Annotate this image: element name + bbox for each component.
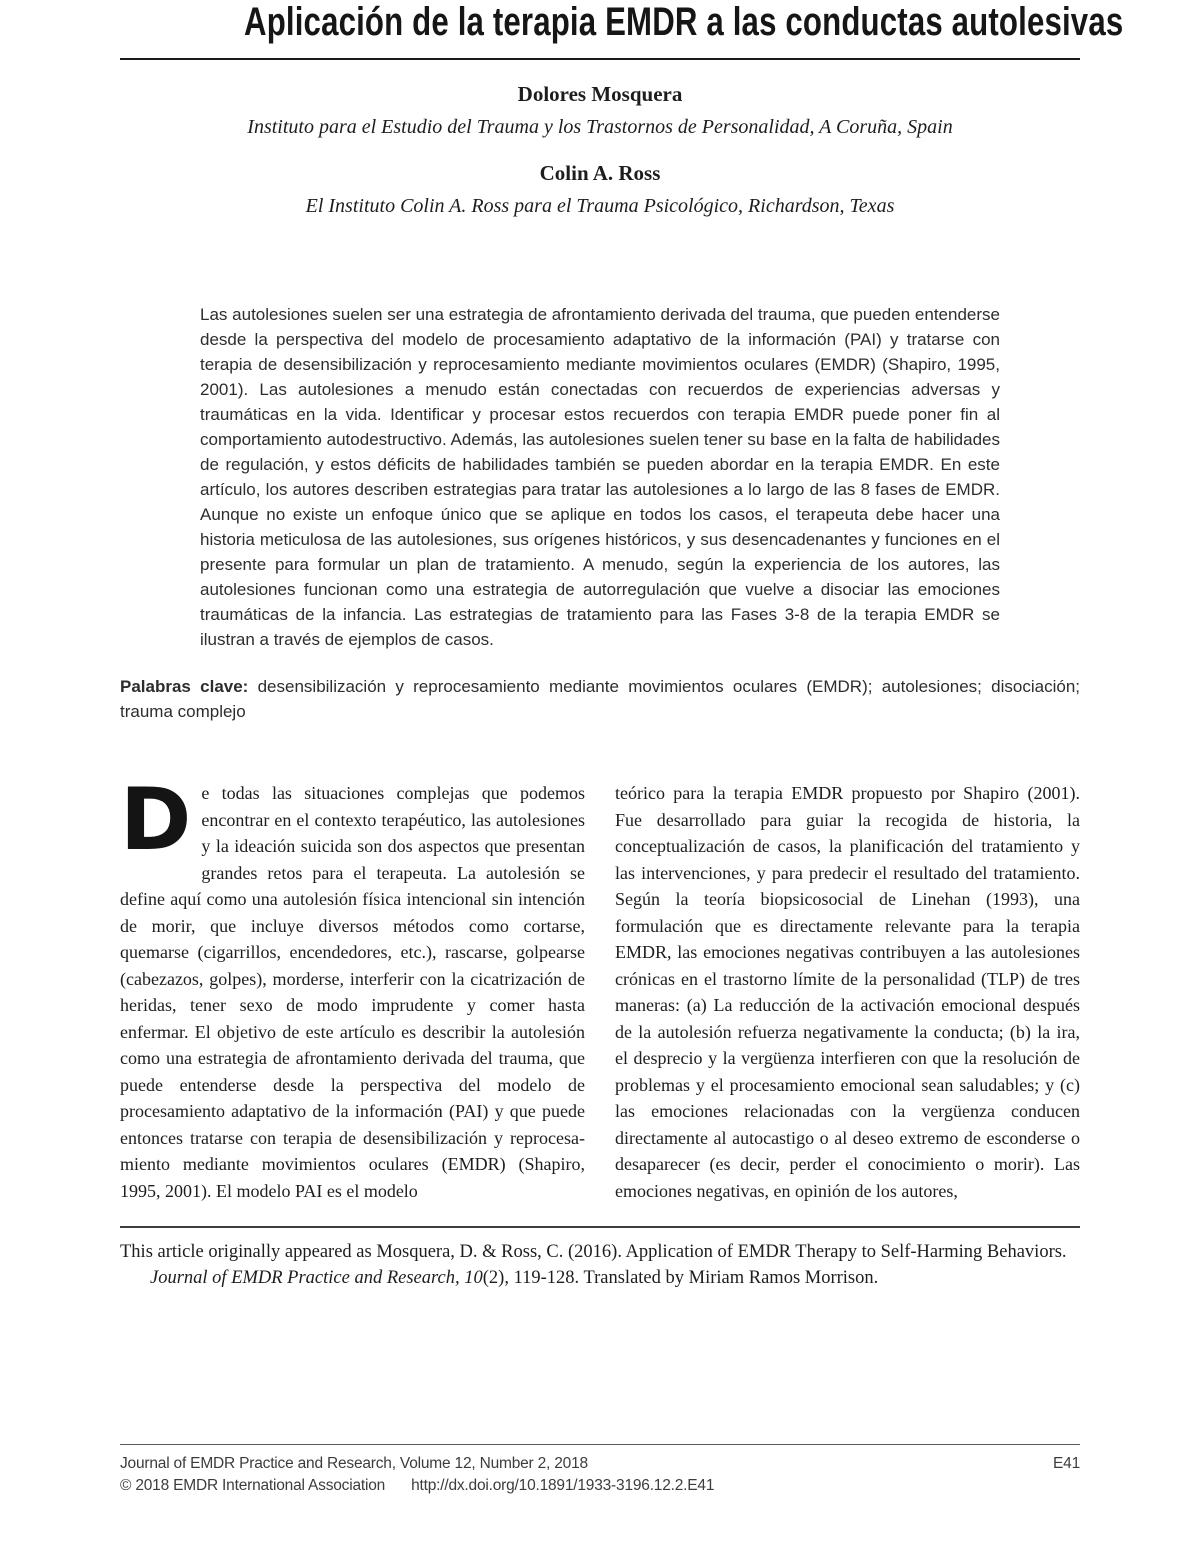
page-footer: [120, 1444, 1080, 1497]
title-divider: [120, 58, 1080, 60]
body-column-right: teórico para la terapia EMDR propuesto por Shapiro (2001). Fue desarrollado para guiar la recogida de historia, la conceptualización de casos, la planificación del tratamiento y las intervenciones, y para predecir el resultado del tratamiento. Según la teoría biopsicosocial de Linehan (1993), una formulación que es directamente relevante para la terapia EMDR, las emociones negativas contribuyen a las autolesiones crónicas en el trastorno límite de la personalidad (TLP) de tres maneras: (a) La reducción de la activación emocional después de la autolesión refuerza negativamente la conducta; (b) la ira, el desprecio y la vergüenza interfieren con que la resolución de problemas y el procesamiento emocional sean saludables; y (c) las emociones relacionadas con la vergüenza conducen directamente al autocastigo o al deseo extremo de esconderse o desaparecer (es decir, perder el conocimiento o morir). Las emociones negativas, en opinión de los autores,: [615, 783, 1080, 1201]
authors-block: [120, 82, 1080, 218]
footnote-text-end: (2), 119-128. Translated by Miriam Ramos Morrison.: [482, 1268, 879, 1288]
article-header: [120, 0, 1124, 218]
author-affiliation: Instituto para el Estudio del Trauma y los Trastornos de Personalidad, A Coruña, Spain: [247, 116, 953, 138]
keywords-paragraph: [120, 674, 1080, 724]
footer-journal-line: Journal of EMDR Practice and Research, Volume 12, Number 2, 2018: [120, 1455, 588, 1472]
footnote-text: This article originally appeared as Mosquera, D. & Ross, C. (2016). Application of EMDR Therapy to Self-Harming Behaviors.: [120, 1242, 1067, 1262]
footnote: [120, 1226, 1080, 1291]
keywords-text: desensibilización y reprocesamiento mediante movimientos oculares (EMDR); autolesiones; disociación; trauma complejo: [120, 677, 1080, 721]
abstract-paragraph: Las autolesiones suelen ser una estrategia de afrontamiento derivada del trauma, que pueden entenderse desde la perspectiva del modelo de procesamiento adaptativo de la información (PAI) y tratarse con terapia de desensibilización y reprocesamiento mediante movimientos oculares (EMDR) (Shapiro, 1995, 2001). Las autolesiones a menudo están conectadas con recuerdos de experiencias adversas y traumáticas en la vida. Identificar y procesar estos recuerdos con terapia EMDR puede poner fin al comportamiento autodestructivo. Además, las autolesiones suelen tener su base en la falta de habilidades de regulación, y estos déficits de habilidades también se pueden abordar en la terapia EMDR. En este artículo, los autores describen estrategias para tratar las autolesiones a lo largo de las 8 fases de EMDR. Aunque no existe un enfoque único que se aplique en todos los casos, el terapeuta debe hacer una historia meticulosa de las autolesiones, sus orígenes históricos, y sus desencadenantes y funciones en el presente para formular un plan de tratamiento. A menudo, según la experiencia de los autores, las autolesiones funcionan como una estrategia de autorregulación que vuelve a disociar las emociones traumáticas de la infancia. Las estrategias de tratamiento para las Fases 3-8 de la terapia EMDR se ilustran a través de ejemplos de casos.: [200, 305, 1000, 649]
body-column-left: [120, 770, 585, 1204]
author-affiliation: El Instituto Colin A. Ross para el Trauma Psicológico, Richardson, Texas: [305, 195, 895, 217]
footnote-journal-title: Journal of EMDR Practice and Research, 10: [150, 1268, 483, 1288]
author-name: Colin A. Ross: [539, 161, 661, 185]
body-columns: [120, 770, 1080, 1204]
page-title-text: Aplicación de la terapia EMDR a las conductas autolesivas: [244, 0, 1124, 44]
page-title: [120, 0, 1124, 45]
footer-journal-row: [120, 1453, 1080, 1475]
keywords-label: Palabras clave:: [120, 677, 249, 696]
page-number: E41: [1053, 1455, 1080, 1472]
footer-doi-link: http://dx.doi.org/10.1891/1933-3196.12.2.E41: [411, 1477, 715, 1494]
body-column-left-text: e todas las situaciones complejas que podemos encontrar en el contexto terapéutico, las autolesiones y la ideación suicida son dos aspectos que presentan grandes retos para el terapeuta. La autolesión se define aquí como una autolesión física intencional sin intención de morir, que incluye diversos métodos como cortarse, quemarse (cigarrillos, encendedores, etc.), rascarse, golpearse (cabezazos, golpes), morderse, interferir con la cicatrización de heridas, tener sexo de modo imprudente y comer hasta enfermar. El objetivo de este artículo es describir la autolesión como una estrategia de afrontamiento derivada del trauma, que puede entenderse desde la perspectiva del modelo de procesamiento adaptativo de la información (PAI) y que puede entonces tratarse con terapia de desensibilización y reprocesamiento mediante movimientos oculares (EMDR) (Shapiro, 1995, 2001). El modelo PAI es el modelo: [120, 783, 585, 1201]
author-name: Dolores Mosquera: [517, 82, 683, 106]
footer-copyright: © 2018 EMDR International Association: [120, 1477, 386, 1494]
drop-cap: D: [120, 770, 192, 870]
footer-copyright-row: [120, 1475, 1080, 1497]
